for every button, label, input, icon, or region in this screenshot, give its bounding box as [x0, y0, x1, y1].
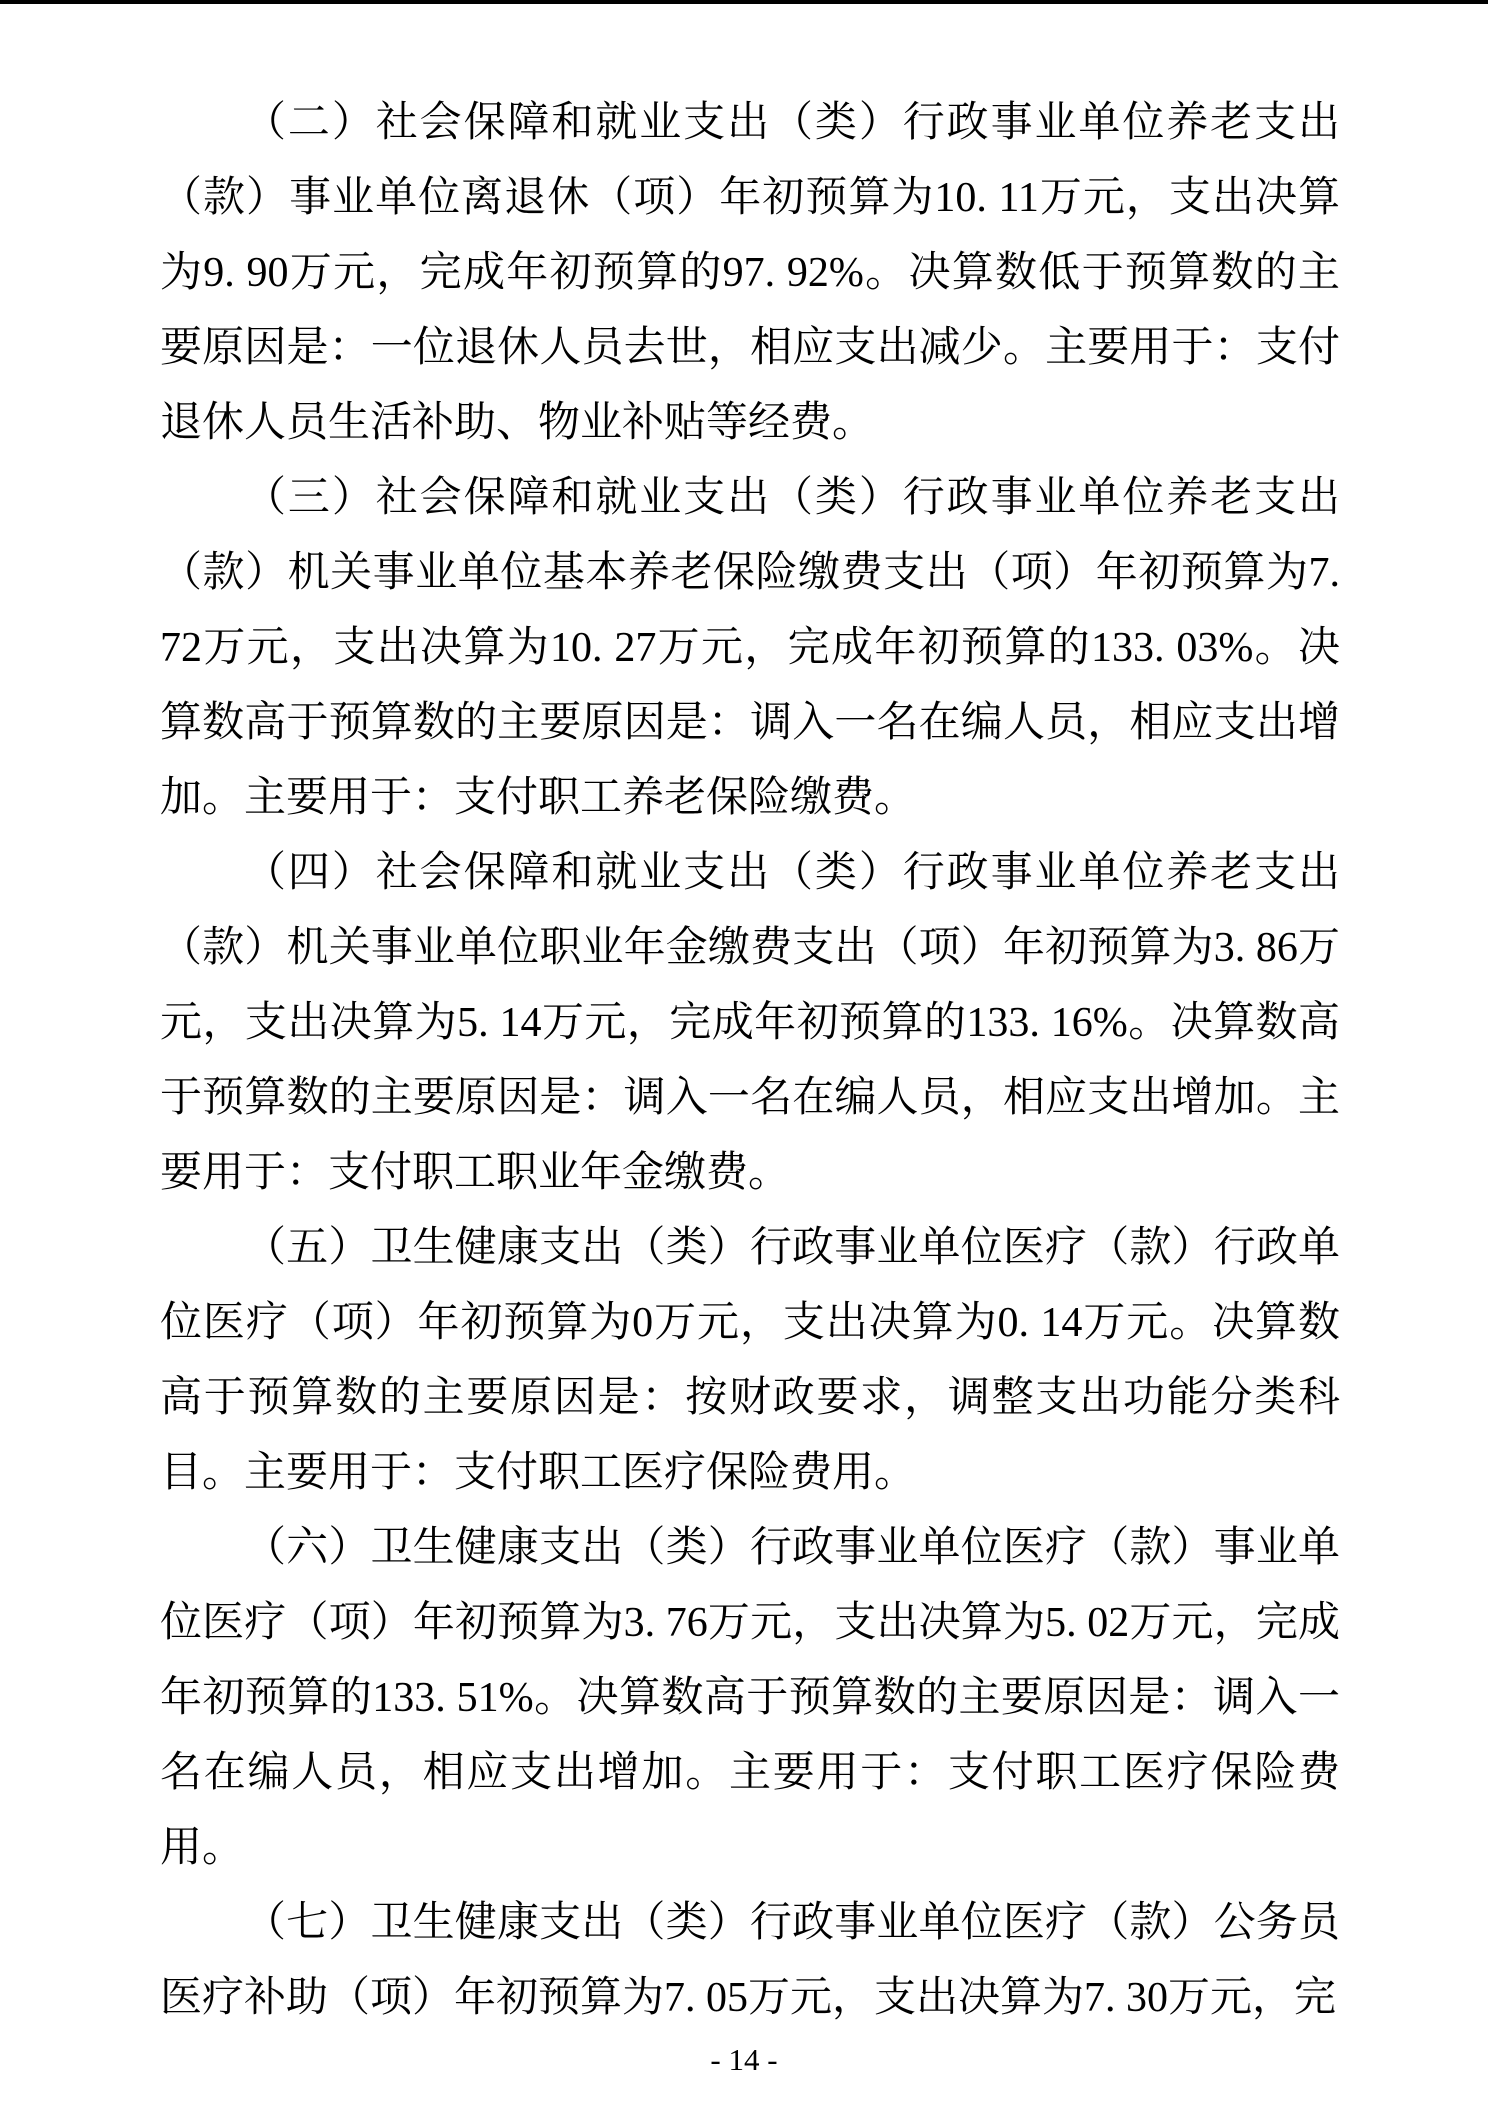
- paragraph-pension-annuity: （四）社会保障和就业支出（类）行政事业单位养老支出（款）机关事业单位职业年金缴费支出（项）年初预算为3. 86万元，支出决算为5. 14万元，完成年初预算的133. 16%。决算数高于预算数的主要原因是：调入一名在编人员，相应支出增加。主要用于：支付职工职业年金缴费。: [160, 850, 1340, 1196]
- paragraph-health-civil-servant-medical: （七）卫生健康支出（类）行政事业单位医疗（款）公务员医疗补助（项）年初预算为7. 05万元，支出决算为7. 30万元，完: [160, 1900, 1340, 2021]
- paragraph-pension-retiree: （二）社会保障和就业支出（类）行政事业单位养老支出（款）事业单位离退休（项）年初预算为10. 11万元，支出决算为9. 90万元，完成年初预算的97. 92%。决算数低于预算数的主要原因是：一位退休人员去世，相应支出减少。主要用于：支付退休人员生活补助、物业补贴等经费。: [160, 100, 1340, 446]
- paragraph-pension-basic-insurance: （三）社会保障和就业支出（类）行政事业单位养老支出（款）机关事业单位基本养老保险缴费支出（项）年初预算为7. 72万元，支出决算为10. 27万元，完成年初预算的133. 03%。决算数高于预算数的主要原因是：调入一名在编人员，相应支出增加。主要用于：支付职工养老保险缴费。: [160, 475, 1340, 821]
- scan-edge-line: [0, 0, 1488, 4]
- paragraph-health-institution-medical: （六）卫生健康支出（类）行政事业单位医疗（款）事业单位医疗（项）年初预算为3. 76万元，支出决算为5. 02万元，完成年初预算的133. 51%。决算数高于预算数的主要原因是：调入一名在编人员，相应支出增加。主要用于：支付职工医疗保险费用。: [160, 1525, 1340, 1871]
- paragraph-health-admin-medical: （五）卫生健康支出（类）行政事业单位医疗（款）行政单位医疗（项）年初预算为0万元，支出决算为0. 14万元。决算数高于预算数的主要原因是：按财政要求，调整支出功能分类科目。主要用于：支付职工医疗保险费用。: [160, 1225, 1340, 1496]
- page-number: - 14 -: [710, 2042, 778, 2077]
- document-body: [160, 86, 1340, 2036]
